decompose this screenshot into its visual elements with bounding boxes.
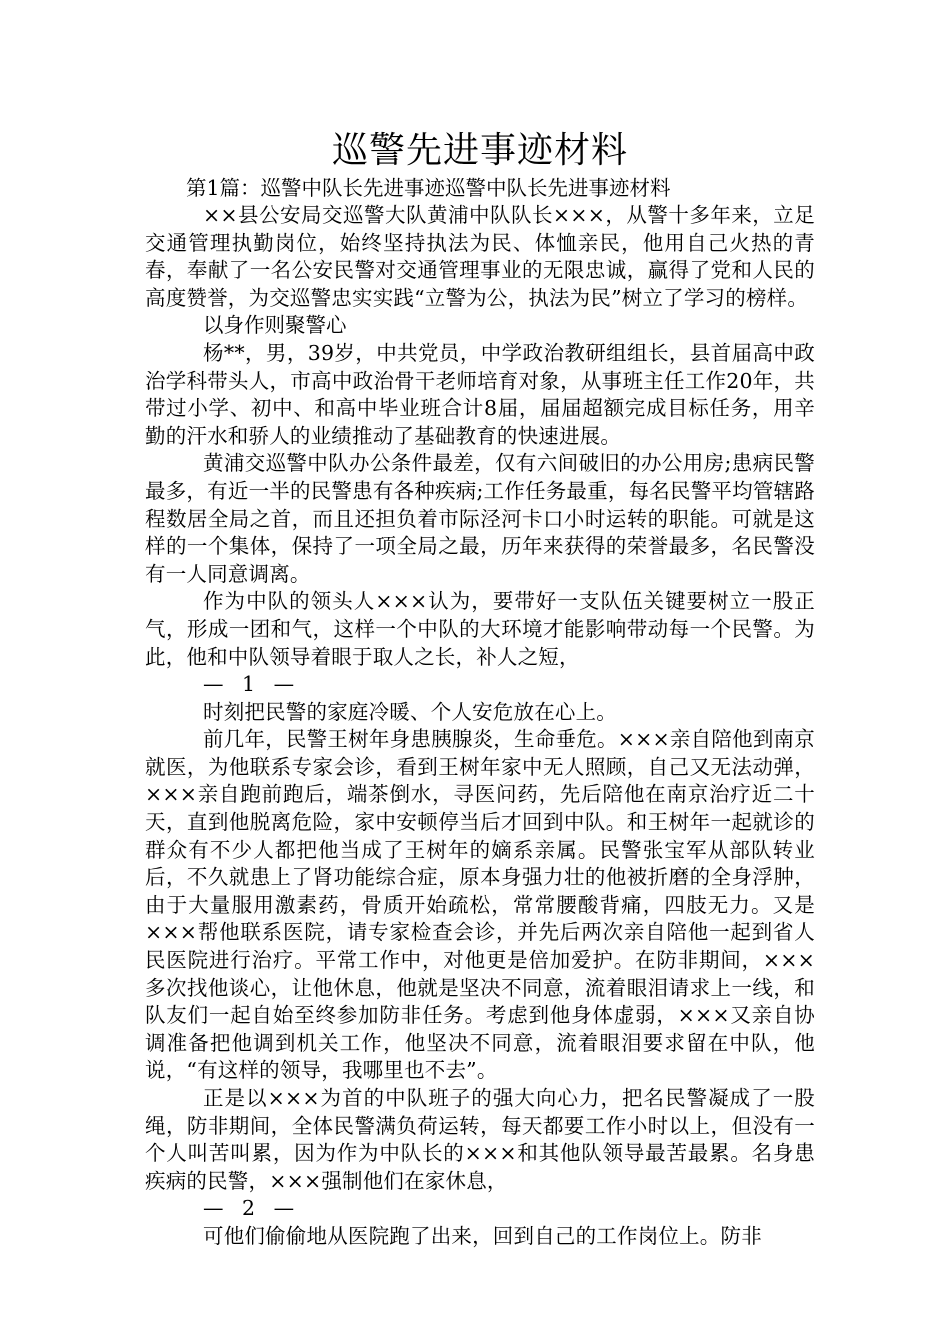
document-subtitle: 第1篇：巡警中队长先进事迹巡警中队长先进事迹材料 bbox=[186, 176, 671, 200]
paragraph-4: 作为中队的领头人×××认为，要带好一支队伍关键要树立一股正气，形成一团和气，这样一个中队的大环境才能影响带动每一个民警。为此，他和中队领导着眼于取人之长，补人之短， bbox=[145, 589, 815, 669]
document-page bbox=[145, 128, 815, 1251]
paragraph-1: ××县公安局交巡警大队黄浦中队队长×××，从警十多年来，立足交通管理执勤岗位，始终坚持执法为民、体恤亲民，他用自己火热的青春，奉献了一名公安民警对交通管理事业的无限忠诚，赢得了党和人民的高度赞誉，为交巡警忠实实践“立警为公，执法为民”树立了学习的榜样。 bbox=[145, 203, 815, 310]
page-number-1: — 1 — bbox=[203, 672, 301, 697]
paragraph-5: 时刻把民警的家庭冷暖、个人安危放在心上。 bbox=[203, 699, 617, 724]
document-title: 巡警先进事迹材料 bbox=[331, 130, 628, 171]
paragraph-3: 黄浦交巡警中队办公条件最差，仅有六间破旧的办公用房;患病民警最多，有近一半的民警患有各种疾病;工作任务最重，每名民警平均管辖路程数居全局之首，而且还担负着市际泾河卡口小时运转的职能。可就是这样的一个集体，保持了一项全局之最，历年来获得的荣誉最多，名民警没有一人同意调离。 bbox=[145, 451, 815, 586]
paragraph-2: 杨**，男，39岁，中共党员，中学政治教研组组长，县首届高中政治学科带头人，市高中政治骨干老师培育对象，从事班主任工作20年，共带过小学、初中、和高中毕业班合计8届，届届超额完成目标任务，用辛勤的汗水和骄人的业绩推动了基础教育的快速进展。 bbox=[145, 340, 815, 448]
section-heading: 以身作则聚警心 bbox=[203, 313, 347, 338]
paragraph-7: 正是以×××为首的中队班子的强大向心力，把名民警凝成了一股绳，防非期间，全体民警满负荷运转，每天都要工作小时以上，但没有一个人叫苦叫累，因为作为中队长的×××和其他队领导最苦最累。名身患疾病的民警，×××强制他们在家休息， bbox=[145, 1086, 815, 1193]
paragraph-8: 可他们偷偷地从医院跑了出来，回到自己的工作岗位上。防非 bbox=[203, 1223, 762, 1248]
page-number-2: — 2 — bbox=[203, 1196, 301, 1221]
paragraph-6: 前几年，民警王树年身患胰腺炎，生命垂危。×××亲自陪他到南京就医，为他联系专家会诊，看到王树年家中无人照顾，自己又无法动弹，×××亲自跑前跑后，端茶倒水，寻医问药，先后陪他在南京治疗近二十天，直到他脱离危险，家中安顿停当后才回到中队。和王树年一起就诊的群众有不少人都把他当成了王树年的嫡系亲属。民警张宝军从部队转业后，不久就患上了肾功能综合症，原本身强力壮的他被折磨的全身浮肿，由于大量服用激素药，骨质开始疏松，常常腰酸背痛，四肢无力。又是×××帮他联系医院，请专家检查会诊，并先后两次亲自陪他一起到省人民医院进行治疗。平常工作中，对他更是倍加爱护。在防非期间，×××多次找他谈心，让他休息，他就是坚决不同意，流着眼泪请求上一线，和队友们一起自始至终参加防非任务。考虑到他身体虚弱，×××又亲自协调准备把他调到机关工作，他坚决不同意，流着眼泪要求留在中队，他说，“有这样的领导，我哪里也不去”。 bbox=[145, 727, 815, 1083]
